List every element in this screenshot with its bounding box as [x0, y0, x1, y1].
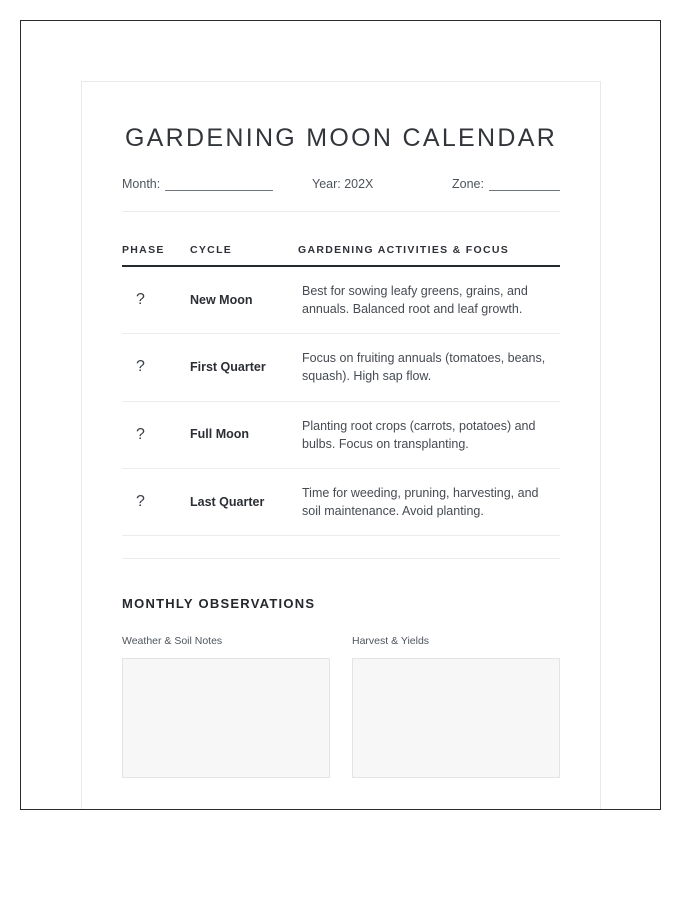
activity-text: Focus on fruiting annuals (tomatoes, beans, squash). High sap flow. — [298, 334, 560, 401]
observations-heading: MONTHLY OBSERVATIONS — [122, 596, 316, 611]
observation-label: Weather & Soil Notes — [122, 635, 223, 647]
table-row — [122, 468, 560, 535]
cycle-name: Last Quarter — [190, 468, 298, 535]
observation-field-harvest — [352, 635, 560, 778]
column-header-phase: PHASE — [122, 244, 190, 266]
year-label: Year: 202X — [312, 177, 374, 191]
observation-notes-box[interactable] — [352, 658, 560, 778]
moon-phase-icon: ? — [122, 401, 190, 468]
table-row — [122, 401, 560, 468]
page-title: GARDENING MOON CALENDAR — [124, 124, 558, 152]
document-meta-row — [122, 177, 560, 191]
meta-divider — [122, 211, 560, 212]
observation-field-weather — [122, 635, 330, 778]
activity-text: Time for weeding, pruning, harvesting, and soil maintenance. Avoid planting. — [298, 468, 560, 535]
zone-write-in-rule[interactable] — [489, 179, 560, 191]
zone-field[interactable] — [452, 177, 560, 191]
year-field — [312, 177, 452, 191]
moon-phase-icon: ? — [122, 468, 190, 535]
month-write-in-rule[interactable] — [165, 179, 273, 191]
cycle-name: First Quarter — [190, 334, 298, 401]
observation-notes-box[interactable] — [122, 658, 330, 778]
zone-label: Zone: — [452, 177, 484, 191]
cycle-name: Full Moon — [190, 401, 298, 468]
table-header-row — [122, 244, 560, 266]
document-page — [81, 81, 601, 810]
table-row — [122, 334, 560, 401]
column-header-activity: GARDENING ACTIVITIES & FOCUS — [298, 244, 560, 266]
activity-text: Best for sowing leafy greens, grains, and annuals. Balanced root and leaf growth. — [298, 266, 560, 334]
month-field[interactable] — [122, 177, 312, 191]
browser-viewport-frame — [20, 20, 661, 810]
section-divider — [122, 558, 560, 559]
observation-label: Harvest & Yields — [352, 635, 430, 647]
moon-phase-table — [122, 244, 560, 536]
activity-text: Planting root crops (carrots, potatoes) and bulbs. Focus on transplanting. — [298, 401, 560, 468]
month-label: Month: — [122, 177, 161, 191]
table-row — [122, 266, 560, 334]
cycle-name: New Moon — [190, 266, 298, 334]
moon-phase-icon: ? — [122, 334, 190, 401]
moon-phase-icon: ? — [122, 266, 190, 334]
column-header-cycle: CYCLE — [190, 244, 298, 266]
observations-grid — [122, 635, 560, 778]
